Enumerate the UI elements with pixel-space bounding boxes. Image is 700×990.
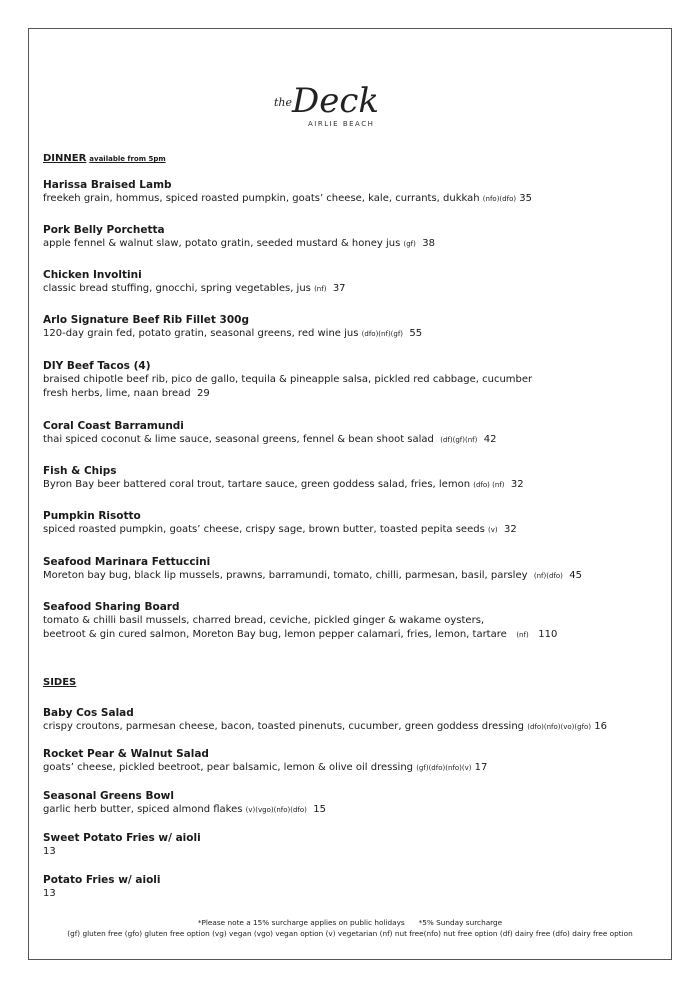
menu-border: [28, 28, 672, 960]
item-price: 42: [483, 434, 497, 445]
item-desc: braised chipotle beef rib, pico de gallo, tequila & pineapple salsa, pickled red cabbage, cucumber: [43, 374, 533, 385]
menu-item: [43, 509, 663, 537]
item-name: Coral Coast Barramundi: [43, 420, 184, 432]
menu-item: [43, 600, 663, 642]
item-price: 45: [569, 570, 582, 581]
menu-item: [43, 464, 663, 492]
dietary-tags: (df)(gf)(nf): [440, 436, 478, 444]
dietary-tags: (dfo)(nf)(gf): [361, 330, 404, 338]
item-desc: goats’ cheese, pickled beetroot, pear balsamic, lemon & olive oil dressing: [43, 762, 414, 773]
menu-item: [43, 313, 663, 341]
item-price: 17: [474, 762, 488, 773]
surcharge-note: *Please note a 15% surcharge applies on public holidays *5% Sunday surcharge: [197, 918, 503, 927]
dinner-heading: DINNER available from 5pm: [43, 153, 166, 164]
dietary-tags: (dfo) (nf): [473, 481, 505, 489]
item-price: 32: [503, 524, 517, 535]
item-desc: 120-day grain fed, potato gratin, seasonal greens, red wine jus: [43, 328, 359, 339]
side-item: [43, 747, 663, 775]
item-price: 16: [594, 721, 607, 732]
item-desc: crispy croutons, parmesan cheese, bacon, toasted pinenuts, cucumber, green goddess dressing: [43, 721, 525, 732]
item-desc-continued: beetroot & gin cured salmon, Moreton Bay bug, lemon pepper calamari, fries, lemon, tartare: [43, 629, 507, 640]
logo-the: the: [274, 96, 293, 109]
item-price: 15: [313, 804, 326, 815]
item-name: Chicken Involtini: [43, 269, 142, 281]
logo-deck: Deck: [292, 81, 380, 121]
dietary-legend: (gf) gluten free (gfo) gluten free option (vg) vegan (vgo) vegan option (v) vegetarian (nf) nut free(nfo) nut free option (df) dairy free (dfo) dairy free option: [67, 929, 633, 938]
sides-heading: SIDES: [43, 677, 77, 688]
item-name: Seafood Sharing Board: [43, 601, 180, 613]
menu-item: [43, 268, 663, 296]
dietary-tags: (nf)(dfo): [533, 572, 563, 580]
dietary-tags: (v)(vgo)(nfo)(dfo): [245, 806, 307, 814]
item-name: Pork Belly Porchetta: [43, 224, 165, 236]
item-desc: spiced roasted pumpkin, goats’ cheese, crispy sage, brown butter, toasted pepita seeds: [43, 524, 485, 535]
dietary-tags: (v): [487, 526, 498, 534]
side-item: [43, 789, 663, 817]
item-name: Rocket Pear & Walnut Salad: [43, 748, 209, 760]
dietary-tags: (gf)(dfo)(nfo)(v): [416, 764, 472, 772]
item-name: Baby Cos Salad: [43, 707, 134, 719]
item-name: Arlo Signature Beef Rib Fillet 300g: [43, 314, 249, 326]
item-price: 35: [519, 193, 533, 204]
item-price: 38: [422, 238, 435, 249]
menu-item: [43, 419, 663, 447]
side-item: [43, 873, 663, 901]
dietary-tags: (dfo)(nfo)(vo)(gfo): [527, 723, 592, 731]
dinner-availability: available from 5pm: [89, 155, 166, 163]
item-price: 13: [43, 888, 56, 899]
item-name: Seasonal Greens Bowl: [43, 790, 174, 802]
item-price: 110: [538, 629, 558, 640]
item-desc: tomato & chilli basil mussels, charred bread, ceviche, pickled ginger & wakame oysters,: [43, 615, 485, 626]
dietary-tags: (nf): [314, 285, 327, 293]
item-price: 37: [332, 283, 346, 294]
logo-location: AIRLIE BEACH: [308, 120, 375, 128]
item-desc: thai spiced coconut & lime sauce, seasonal greens, fennel & bean shoot salad: [43, 434, 434, 445]
menu-item: [43, 359, 663, 401]
item-price: 32: [510, 479, 524, 490]
item-price: 55: [409, 328, 423, 339]
item-name: Potato Fries w/ aioli: [43, 874, 161, 886]
item-name: Pumpkin Risotto: [43, 510, 141, 522]
menu-item: [43, 178, 663, 206]
item-desc-continued: fresh herbs, lime, naan bread: [43, 388, 191, 399]
item-name: Fish & Chips: [43, 465, 117, 477]
item-desc: freekeh grain, hommus, spiced roasted pumpkin, goats’ cheese, kale, currants, dukkah: [43, 193, 480, 204]
item-price: 29: [196, 388, 210, 399]
item-desc: Moreton bay bug, black lip mussels, prawns, barramundi, tomato, chilli, parmesan, basil, parsley: [43, 570, 528, 581]
item-desc: apple fennel & walnut slaw, potato gratin, seeded mustard & honey jus: [43, 238, 401, 249]
item-desc: classic bread stuffing, gnocchi, spring vegetables, jus: [43, 283, 311, 294]
item-price: 13: [43, 846, 56, 857]
menu-item: [43, 555, 663, 583]
item-name: Sweet Potato Fries w/ aioli: [43, 832, 201, 844]
side-item: [43, 706, 663, 734]
item-name: DIY Beef Tacos (4): [43, 360, 151, 372]
item-name: Seafood Marinara Fettuccini: [43, 556, 211, 568]
item-desc: Byron Bay beer battered coral trout, tartare sauce, green goddess salad, fries, lemon: [43, 479, 471, 490]
dietary-tags: (nf): [516, 631, 529, 639]
dietary-tags: (gf): [403, 240, 416, 248]
side-item: [43, 831, 663, 859]
item-desc: garlic herb butter, spiced almond flakes: [43, 804, 243, 815]
dietary-tags: (nfo)(dfo): [482, 195, 517, 203]
menu-item: [43, 223, 663, 251]
item-name: Harissa Braised Lamb: [43, 179, 172, 191]
